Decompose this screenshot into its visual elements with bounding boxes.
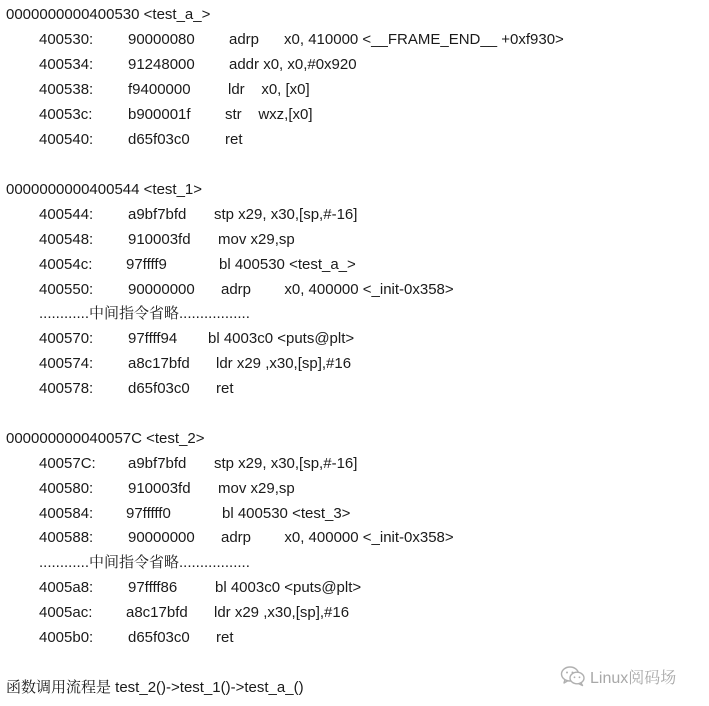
instruction-hex: 97ffff86: [128, 579, 178, 596]
instruction-address: 400578:: [39, 380, 94, 397]
instruction-text: bl 4003c0 <puts@plt>: [215, 579, 362, 596]
instruction-hex: a9bf7bfd: [128, 206, 187, 223]
watermark: [560, 663, 676, 689]
instruction-text: bl 400530 <test_3>: [222, 505, 351, 522]
watermark-text: Linux阅码场: [590, 669, 677, 687]
instruction-address: 400574:: [39, 355, 94, 372]
function-header: 0000000000400530 <test_a_>: [6, 6, 211, 23]
instruction-address: 40057C:: [39, 455, 96, 472]
instruction-address: 400540:: [39, 131, 94, 148]
instruction-text: ldr x0, [x0]: [228, 81, 310, 98]
instruction-text: ldr x29 ,x30,[sp],#16: [214, 604, 350, 621]
instruction-address: 4005ac:: [39, 604, 93, 621]
instruction-text: ldr x29 ,x30,[sp],#16: [216, 355, 352, 372]
instruction-address: 400584:: [39, 505, 94, 522]
instruction-text: mov x29,sp: [218, 231, 295, 248]
instruction-address: 400548:: [39, 231, 94, 248]
instruction-address: 40053c:: [39, 106, 93, 123]
instruction-hex: 90000080: [128, 31, 195, 48]
instruction-hex: a8c17bfd: [126, 604, 188, 621]
omitted-instructions-note: ............中间指令省略.................: [39, 554, 250, 571]
instruction-address: 400534:: [39, 56, 94, 73]
instruction-text: ret: [216, 380, 234, 397]
instruction-hex: 910003fd: [128, 480, 191, 497]
instruction-text: bl 400530 <test_a_>: [219, 256, 356, 273]
instruction-text: adrp x0, 400000 <_init-0x358>: [221, 281, 454, 298]
instruction-address: 4005a8:: [39, 579, 94, 596]
instruction-address: 400570:: [39, 330, 94, 347]
instruction-hex: 90000000: [128, 281, 195, 298]
instruction-hex: a8c17bfd: [128, 355, 190, 372]
instruction-hex: 91248000: [128, 56, 195, 73]
instruction-hex: d65f03c0: [128, 380, 190, 397]
function-header: 0000000000400544 <test_1>: [6, 181, 203, 198]
instruction-hex: 90000000: [128, 529, 195, 546]
function-header: 000000000040057C <test_2>: [6, 430, 205, 447]
instruction-address: 400588:: [39, 529, 94, 546]
instruction-address: 400580:: [39, 480, 94, 497]
instruction-text: stp x29, x30,[sp,#-16]: [214, 455, 358, 472]
instruction-address: 40054c:: [39, 256, 93, 273]
instruction-text: stp x29, x30,[sp,#-16]: [214, 206, 358, 223]
instruction-text: mov x29,sp: [218, 480, 295, 497]
instruction-hex: d65f03c0: [128, 629, 190, 646]
instruction-address: 4005b0:: [39, 629, 94, 646]
instruction-address: 400550:: [39, 281, 94, 298]
instruction-address: 400538:: [39, 81, 94, 98]
instruction-hex: 97fffff0: [126, 505, 171, 522]
instruction-text: bl 4003c0 <puts@plt>: [208, 330, 355, 347]
instruction-hex: b900001f: [128, 106, 191, 123]
instruction-text: str wxz,[x0]: [225, 106, 313, 123]
instruction-address: 400530:: [39, 31, 94, 48]
instruction-text: addr x0, x0,#0x920: [229, 56, 357, 73]
instruction-hex: 910003fd: [128, 231, 191, 248]
instruction-text: adrp x0, 400000 <_init-0x358>: [221, 529, 454, 546]
instruction-text: ret: [225, 131, 243, 148]
instruction-hex: f9400000: [128, 81, 191, 98]
instruction-text: adrp x0, 410000 <__FRAME_END__ +0xf930>: [229, 31, 564, 48]
omitted-instructions-note: ............中间指令省略.................: [39, 305, 250, 322]
instruction-hex: d65f03c0: [128, 131, 190, 148]
call-flow-summary: 函数调用流程是 test_2()->test_1()->test_a_(): [6, 679, 304, 696]
instruction-text: ret: [216, 629, 234, 646]
instruction-hex: 97ffff94: [128, 330, 178, 347]
instruction-hex: 97ffff9: [126, 256, 167, 273]
wechat-icon: [560, 665, 586, 687]
instruction-address: 400544:: [39, 206, 94, 223]
instruction-hex: a9bf7bfd: [128, 455, 187, 472]
